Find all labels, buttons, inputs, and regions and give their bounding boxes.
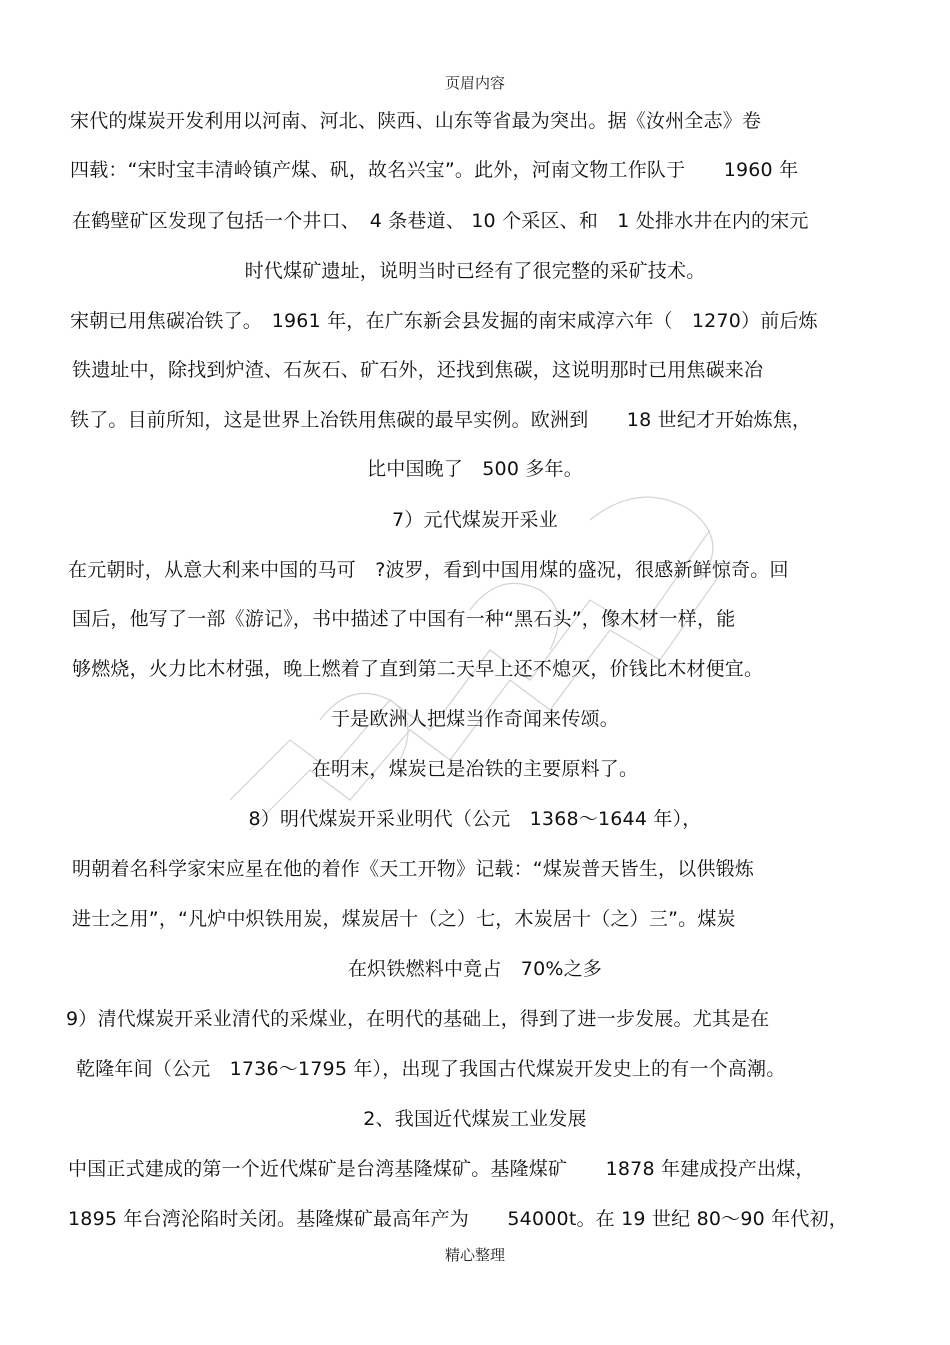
text-line: 宋代的煤炭开发利用以河南、河北、陕西、山东等省最为突出。据《汝州全志》卷 <box>70 110 762 132</box>
text-line: 明朝着名科学家宋应星在他的着作《天工开物》记载：“煤炭普天皆生，以供锻炼 <box>72 858 755 880</box>
text-line: 四载：“宋时宝丰清岭镇产煤、矾，故名兴宝”。此外，河南文物工作队于 1960 年 <box>70 159 799 181</box>
text-line: 在鹤壁矿区发现了包括一个井口、 4 条巷道、 10 个采区、和 1 处排水井在内的宋元 <box>72 210 809 232</box>
text-line: 乾隆年间（公元 1736～1795 年），出现了我国古代煤炭开发史上的有一个高潮。 <box>76 1058 786 1080</box>
section-heading: 7）元代煤炭开采业 <box>392 509 558 531</box>
text-line: 铁了。目前所知，这是世界上冶铁用焦碳的最早实例。欧洲到 18 世纪才开始炼焦， <box>70 409 812 431</box>
text-line: 中国正式建成的第一个近代煤矿是台湾基隆煤矿。基隆煤矿 1878 年建成投产出煤， <box>68 1158 815 1180</box>
text-line: 宋朝已用焦碳冶铁了。 1961 年，在广东新会县发掘的南宋咸淳六年（ 1270）前后炼 <box>70 310 818 332</box>
text-line: 在炽铁燃料中竟占 70%之多 <box>347 958 603 980</box>
text-line: 9）清代煤炭开采业清代的采煤业，在明代的基础上，得到了进一步发展。尤其是在 <box>66 1008 770 1030</box>
text-line: 铁遗址中，除找到炉渣、石灰石、矿石外，还找到焦碳，这说明那时已用焦碳来冶 <box>72 359 764 381</box>
page-footer: 精心整理 <box>444 1246 505 1264</box>
section-heading: 8）明代煤炭开采业明代（公元 1368～1644 年）， <box>248 808 702 830</box>
page-header: 页眉内容 <box>444 74 505 92</box>
text-line: 时代煤矿遗址，说明当时已经有了很完整的采矿技术。 <box>244 260 706 282</box>
text-line: 于是欧洲人把煤当作奇闻来传颂。 <box>330 708 619 730</box>
text-line: 比中国晚了 500 多年。 <box>367 458 583 480</box>
section-heading: 2、我国近代煤炭工业发展 <box>363 1108 587 1130</box>
text-line: 在元朝时，从意大利来中国的马可 ?波罗，看到中国用煤的盛况，很感新鲜惊奇。回 <box>68 559 789 581</box>
text-line: 够燃烧，火力比木材强，晚上燃着了直到第二天早上还不熄灭，价钱比木材便宜。 <box>72 658 764 680</box>
text-line: 在明末，煤炭已是冶铁的主要原料了。 <box>311 758 639 780</box>
text-line: 1895 年台湾沦陷时关闭。基隆煤矿最高年产为 54000t。在 19 世纪 80～90 年代初， <box>68 1208 848 1230</box>
text-line: 国后，他写了一部《游记》，书中描述了中国有一种“黑石头”，像木材一样，能 <box>72 608 736 630</box>
text-line: 进士之用”，“凡炉中炽铁用炭，煤炭居十（之）七，木炭居十（之）三”。煤炭 <box>72 908 736 930</box>
watermark <box>170 440 810 860</box>
